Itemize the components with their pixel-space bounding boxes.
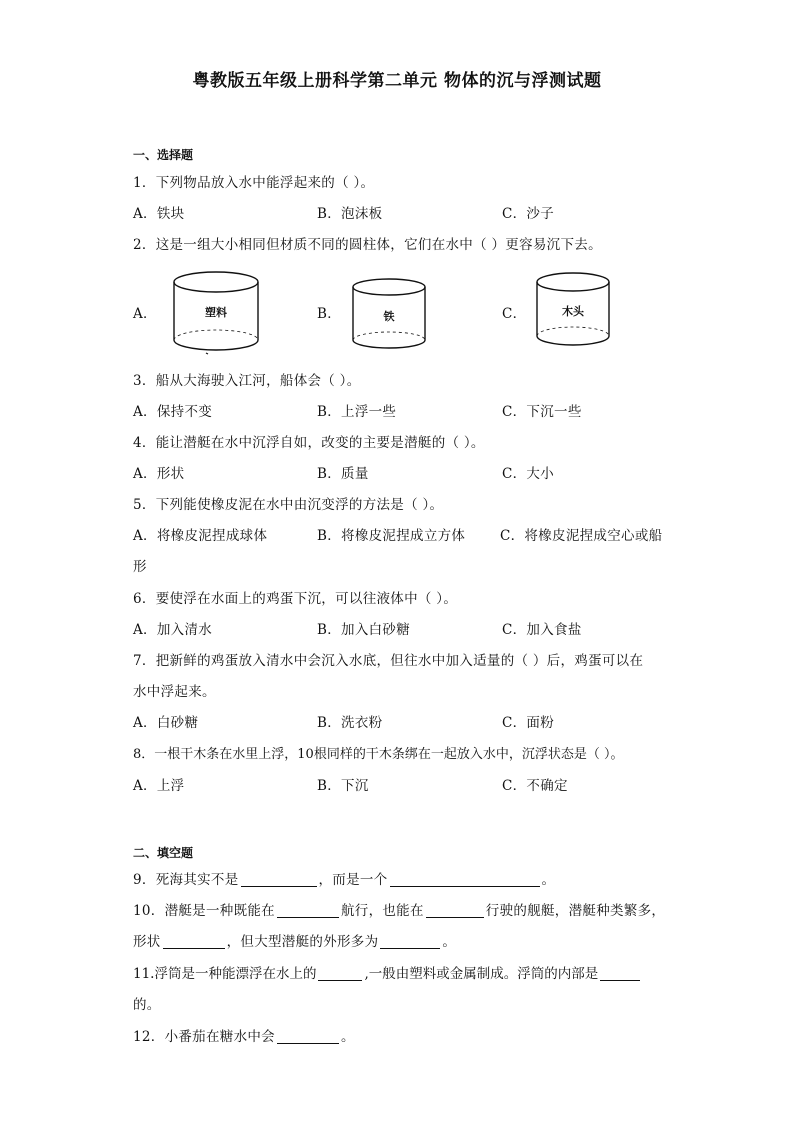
- question-11-line-1: [133, 962, 642, 982]
- question-10-text-4: 形状: [133, 934, 161, 950]
- question-1-stem: 1．下列物品放入水中能浮起来的（ ）。: [133, 175, 375, 191]
- question-8-option-a: A．上浮: [133, 778, 185, 794]
- question-10-blank-2[interactable]: [426, 903, 484, 918]
- question-11-text-1: 11.浮筒是一种能漂浮在水上的: [133, 966, 317, 982]
- question-3-option-c: C．下沉一些: [502, 404, 582, 420]
- question-10-text-2: 航行，也能在: [340, 903, 424, 919]
- question-6-option-b: B．加入白砂糖: [317, 622, 411, 638]
- question-9-blank-1[interactable]: [241, 872, 317, 887]
- section-heading-choice: 一、选择题: [133, 148, 194, 162]
- question-10-line-1: [133, 899, 665, 919]
- cylinder-plastic-label: 塑料: [205, 306, 227, 319]
- question-12-text-1: 12．小番茄在糖水中会: [133, 1029, 275, 1045]
- question-10-blank-3[interactable]: [163, 934, 225, 949]
- question-1-option-b: B．泡沫板: [317, 206, 383, 222]
- question-10-text-6: 。: [442, 934, 457, 950]
- question-11-text-2: ,一般由塑料或金属制成。浮筒的内部是: [364, 966, 599, 982]
- question-9: [133, 868, 555, 888]
- question-9-text-2: ，而是一个: [318, 872, 388, 888]
- question-7-stem-continued: 水中浮起来。: [133, 684, 216, 700]
- question-8-option-b: B．下沉: [317, 778, 369, 794]
- question-3-option-b: B．上浮一些: [317, 404, 397, 420]
- question-6-stem: 6．要使浮在水面上的鸡蛋下沉，可以往液体中（ ）。: [133, 591, 458, 607]
- question-6-option-c: C．加入食盐: [502, 622, 582, 638]
- question-5-option-a: A．将橡皮泥捏成球体: [133, 528, 268, 544]
- question-10-blank-4[interactable]: [380, 934, 440, 949]
- question-9-text-1: 9．死海其实不是: [133, 872, 239, 888]
- question-5-option-c-continued: 形: [133, 559, 147, 575]
- question-6-option-a: A．加入清水: [133, 622, 213, 638]
- question-12-blank-1[interactable]: [277, 1029, 339, 1044]
- question-10-text-3: 行驶的舰艇，潜艇种类繁多，: [485, 903, 666, 919]
- question-1-option-c: C．沙子: [502, 206, 555, 222]
- question-9-text-3: 。: [541, 872, 556, 888]
- question-2-option-b: B．: [317, 306, 342, 322]
- question-2-stem: 2．这是一组大小相同但材质不同的圆柱体，它们在水中（ ）更容易沉下去。: [133, 237, 602, 253]
- question-8-stem: 8．一根干木条在水里上浮，10根同样的干木条绑在一起放入水中，沉浮状态是（ ）。: [133, 747, 624, 762]
- question-3-option-a: A．保持不变: [133, 404, 213, 420]
- question-5-option-c: C．将橡皮泥捏成空心或船: [500, 528, 663, 544]
- question-7-option-b: B．洗衣粉: [317, 715, 383, 731]
- page-title: 粤教版五年级上册科学第二单元 物体的沉与浮测试题: [192, 71, 602, 91]
- question-11-blank-2[interactable]: [600, 966, 640, 981]
- question-2-option-a: A．: [133, 306, 157, 322]
- question-4-option-a: A．形状: [133, 466, 185, 482]
- question-12: [133, 1025, 355, 1045]
- question-5-option-b: B．将橡皮泥捏成立方体: [317, 528, 466, 544]
- question-7-option-c: C．面粉: [502, 715, 555, 731]
- question-2-option-c: C．: [502, 306, 527, 322]
- cylinder-plastic-image: [168, 268, 264, 358]
- section-heading-fill: 二、填空题: [133, 846, 194, 860]
- cylinder-wood-label: 木头: [562, 305, 584, 318]
- question-4-stem: 4．能让潜艇在水中沉浮自如，改变的主要是潜艇的（ ）。: [133, 435, 485, 451]
- question-9-blank-2[interactable]: [390, 872, 540, 887]
- question-1-option-a: A．铁块: [133, 206, 185, 222]
- question-7-stem: 7．把新鲜的鸡蛋放入清水中会沉入水底，但往水中加入适量的（ ）后，鸡蛋可以在: [133, 653, 644, 669]
- question-10-line-2: [133, 930, 456, 950]
- question-4-option-c: C．大小: [502, 466, 555, 482]
- question-10-text-5: ，但大型潜艇的外形多为: [226, 934, 379, 950]
- question-5-stem: 5．下列能使橡皮泥在水中由沉变浮的方法是（ ）。: [133, 497, 444, 513]
- question-3-stem: 3．船从大海驶入江河，船体会（ ）。: [133, 373, 361, 389]
- question-10-text-1: 10．潜艇是一种既能在: [133, 903, 275, 919]
- question-11-line-2: 的。: [133, 997, 161, 1013]
- question-11-blank-1[interactable]: [318, 966, 362, 981]
- cylinder-wood-image: [533, 270, 613, 356]
- question-4-option-b: B．质量: [317, 466, 369, 482]
- question-8-option-c: C．不确定: [502, 778, 568, 794]
- question-12-text-2: 。: [340, 1029, 355, 1045]
- cylinder-iron-image: [349, 276, 429, 356]
- cylinder-iron-label: 铁: [383, 310, 395, 323]
- question-10-blank-1[interactable]: [277, 903, 339, 918]
- question-7-option-a: A．白砂糖: [133, 715, 199, 731]
